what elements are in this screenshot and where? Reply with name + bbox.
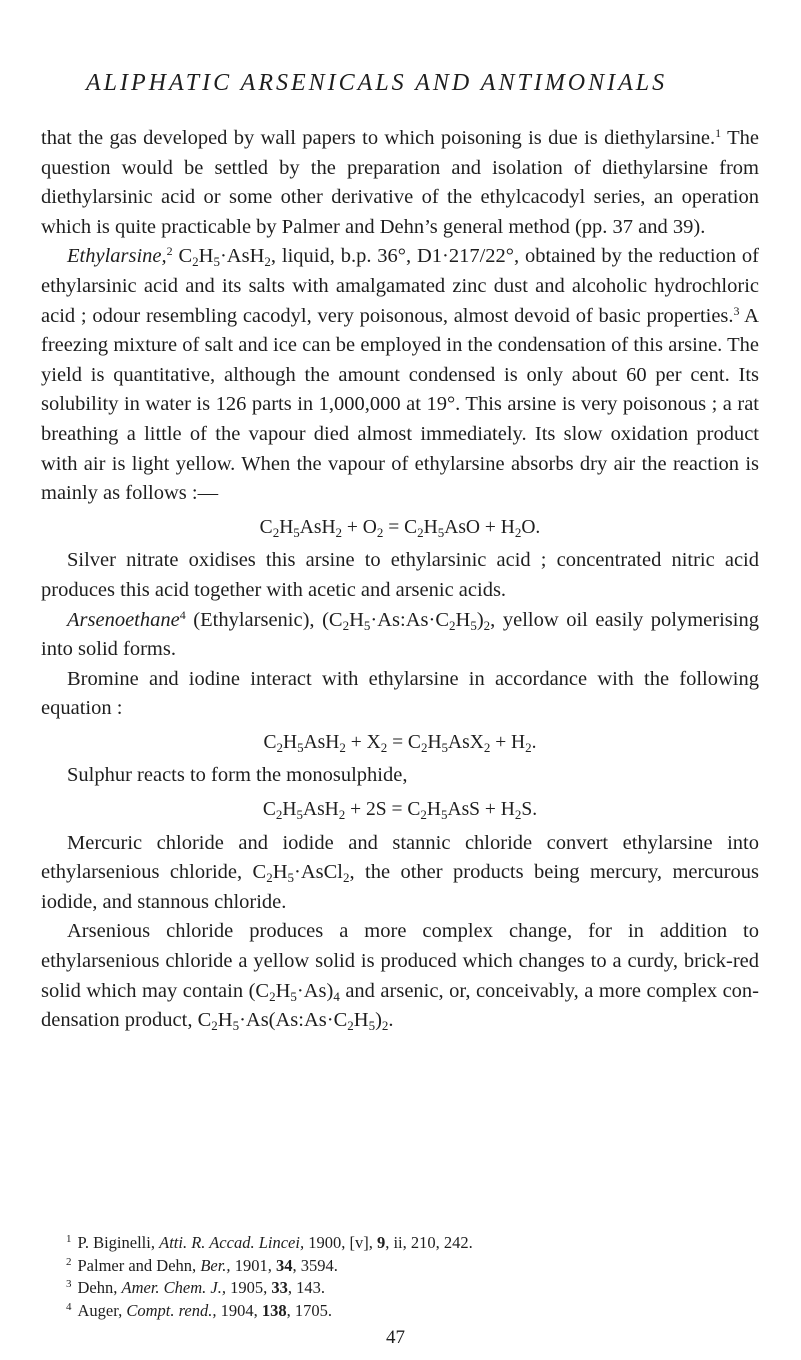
- footnote-author: Auger,: [77, 1300, 127, 1320]
- subscript: 2: [275, 807, 283, 823]
- subscript: 2: [264, 254, 271, 270]
- footnote-volume: 9: [376, 1233, 386, 1252]
- subscript: 2: [449, 617, 456, 633]
- text-run: that the gas developed by wall papers to which poisoning is due is diethylarsine.: [41, 127, 716, 149]
- subscript: 5: [296, 807, 304, 823]
- subscript: 2: [514, 807, 522, 823]
- footnote-number: 2: [66, 1255, 72, 1268]
- eq-part: H: [426, 799, 441, 821]
- paragraph-silver-nitrate: Silver nitrate oxidises this arsine to ethylarsinic acid ; concentrated nitric acid produces this acid together with acetic and arsenic acids.: [41, 549, 759, 601]
- eq-part: C: [259, 516, 273, 538]
- paragraph-sulphur: Sulphur reacts to form the monosulphide,: [67, 764, 408, 787]
- body-text: [41, 124, 759, 1036]
- subscript: 2: [192, 254, 199, 270]
- page-number: 47: [386, 1327, 405, 1348]
- footnote-ref-3: 3: [733, 303, 740, 318]
- text-run: Mercuric chloride and iodide and stannic chloride convert ethylarsine into ethylarsenious chloride, C: [41, 831, 759, 884]
- footnote-pages: , 1705.: [286, 1300, 332, 1320]
- footnote-year: 1905,: [225, 1278, 272, 1297]
- subscript: 2: [211, 1018, 218, 1034]
- eq-part: AsS + H: [447, 799, 515, 821]
- text-run: ·As:As·C: [370, 608, 450, 631]
- eq-part: C: [262, 799, 276, 821]
- footnote-pages: , 143.: [287, 1278, 325, 1297]
- footnote-volume: 33: [271, 1278, 288, 1297]
- subscript: 5: [441, 739, 449, 755]
- subscript: 2: [483, 617, 491, 633]
- footnote-journal: Compt. rend.,: [126, 1300, 217, 1320]
- text-run: A freezing mixture of salt and ice can be employed in the condensation of this arsine. The yield is quantitative, although the amount condensed is only about 60 per cent. Its solubility in water is 126 parts in 1,000,000 at 19°. This arsine is very poisonous ; a rat breathing a little of the vapour died almost immediately. Its slow oxidation product with air is light yellow. When the vapour of ethylarsine absorbs dry air the reaction is mainly as follows :—: [41, 304, 759, 505]
- eq-part: H: [423, 516, 438, 538]
- subscript: 2: [514, 524, 522, 540]
- running-head: ALIPHATIC ARSENICALS AND ANTIMONIALS: [86, 70, 668, 96]
- subscript: 2: [525, 739, 532, 755]
- subscript: 2: [269, 988, 276, 1004]
- subscript: 2: [339, 739, 346, 755]
- text-run: H: [353, 1009, 369, 1032]
- eq-part: O.: [521, 516, 541, 538]
- text-run: ): [476, 608, 484, 631]
- eq-part: C: [263, 731, 277, 753]
- footnote-author: Palmer and Dehn,: [77, 1255, 201, 1275]
- footnote-journal: Amer. Chem. J.,: [121, 1278, 226, 1297]
- paragraph-1: [41, 124, 759, 242]
- term-arsenoethane: Arsenoethane: [67, 608, 180, 631]
- subscript: 2: [417, 524, 424, 540]
- text-run: H: [272, 861, 288, 884]
- footnote-1: [66, 1232, 756, 1255]
- equation-sulphur: [41, 795, 759, 825]
- footnote-ref-1: 1: [715, 126, 722, 140]
- subscript: 5: [363, 617, 371, 633]
- subscript: 5: [287, 870, 295, 886]
- text-run: (Ethylarsenic), (C: [185, 608, 343, 631]
- footnote-author: Dehn,: [77, 1278, 122, 1297]
- footnote-ref-4: 4: [179, 607, 186, 622]
- text-run: ·As(As:As·C: [239, 1009, 348, 1032]
- paragraph-arsenious: [41, 917, 759, 1035]
- subscript: 5: [293, 524, 300, 540]
- subscript: 5: [213, 254, 220, 270]
- subscript: 4: [333, 988, 340, 1004]
- footnote-journal: Atti. R. Accad. Lincei,: [159, 1233, 305, 1252]
- subscript: 2: [272, 524, 280, 540]
- subscript: 2: [381, 1018, 389, 1034]
- eq-part: = C: [387, 731, 421, 753]
- eq-part: AsH: [299, 516, 336, 538]
- footnote-year: 1904,: [216, 1300, 262, 1320]
- eq-part: H: [279, 516, 294, 538]
- subscript: 2: [342, 617, 350, 633]
- eq-part: H: [282, 731, 298, 753]
- subscript: 5: [290, 988, 297, 1004]
- footnote-volume: 138: [261, 1300, 287, 1320]
- paragraph-arsenoethane: [41, 606, 759, 665]
- footnote-3: [66, 1277, 756, 1300]
- eq-part: H: [282, 799, 297, 821]
- subscript: 5: [470, 617, 477, 633]
- subscript: 2: [380, 739, 388, 755]
- eq-part: AsO + H: [444, 516, 515, 538]
- text-run: H: [455, 608, 471, 631]
- text-run: H: [198, 245, 214, 268]
- text-run: The question would be settled by the preparation and isolation of diethylarsine from diethylarsinic acid or some other derivative of the ethylcacodyl series, an operation which is quite practicable by Palmer and Dehn’s general method (pp. 37 and 39).: [41, 127, 759, 238]
- eq-part: AsH: [303, 799, 339, 821]
- term-ethylarsine: Ethylarsine,: [67, 245, 167, 268]
- subscript: 2: [376, 524, 384, 540]
- eq-part: + 2S = C: [345, 799, 421, 821]
- footnote-pages: , 3594.: [292, 1255, 338, 1275]
- footnote-journal: Ber.,: [200, 1255, 231, 1275]
- subscript: 2: [335, 524, 343, 540]
- footnote-pages: , ii, 210, 242.: [385, 1233, 473, 1252]
- text-run: H: [217, 1009, 233, 1032]
- text-run: ): [375, 1009, 382, 1032]
- subscript: 5: [232, 1018, 240, 1034]
- footnote-4: [66, 1300, 756, 1323]
- subscript: 2: [420, 807, 427, 823]
- subscript: 2: [266, 870, 273, 886]
- footnote-year: 1900, [v],: [304, 1233, 377, 1252]
- paragraph-ethylarsine: [41, 242, 759, 508]
- subscript: 2: [420, 739, 428, 755]
- text-run: ·AsH: [219, 245, 265, 268]
- subscript: 5: [437, 524, 445, 540]
- text-run: , liquid, b.p. 36°, D1·217/22°, obtained by the reduction of ethylarsinic acid and its salts with amalgamated zinc dust and alcoholic hydrochloric acid ; odour resembling cacodyl, very poisonous, almost devoid of basic properties.: [41, 245, 759, 327]
- subscript: 5: [440, 807, 448, 823]
- text-run: and arsenic, or, conceivably, a more complex condensation product, C: [41, 979, 759, 1032]
- subscript: 2: [483, 739, 491, 755]
- eq-part: AsH: [303, 731, 340, 753]
- footnote-number: 3: [66, 1278, 72, 1290]
- text-run: .: [388, 1009, 394, 1032]
- eq-part: = C: [383, 516, 418, 538]
- eq-part: + H: [490, 731, 526, 753]
- paragraph-bromine: Bromine and iodine interact with ethylarsine in accordance with the following equation :: [41, 667, 759, 720]
- eq-part: .: [531, 731, 537, 753]
- text-run: ·AsCl: [294, 861, 343, 884]
- equation-halogen: [41, 728, 759, 758]
- subscript: 5: [297, 739, 304, 755]
- footnote-ref-2: 2: [166, 244, 173, 259]
- subscript: 2: [276, 739, 283, 755]
- subscript: 2: [343, 870, 350, 886]
- footnote-number: 4: [66, 1300, 72, 1313]
- footnote-year: 1901,: [230, 1255, 276, 1275]
- text-run: , yellow oil easily polymerising into solid forms.: [41, 608, 759, 661]
- text-run: C: [172, 245, 193, 268]
- equation-oxidation: [41, 513, 759, 543]
- text-run: H: [275, 979, 291, 1002]
- text-run: ·As): [296, 979, 334, 1002]
- subscript: 5: [368, 1018, 376, 1034]
- subscript: 2: [347, 1018, 354, 1034]
- eq-part: AsX: [448, 731, 484, 753]
- footnote-2: [66, 1255, 756, 1278]
- text-run: H: [349, 608, 364, 631]
- footnotes: [66, 1232, 756, 1322]
- paragraph-mercuric: [41, 829, 759, 918]
- footnote-number: 1: [66, 1233, 72, 1245]
- footnote-volume: 34: [275, 1255, 293, 1275]
- text-run: , the other products being mercury, mercurous iodide, and stannous chloride.: [41, 861, 759, 913]
- eq-part: S.: [521, 799, 538, 821]
- subscript: 2: [338, 807, 346, 823]
- footnote-author: P. Biginelli,: [77, 1233, 160, 1252]
- text-run: Arsenious chloride produces a more complex change, for in addition to ethylarsenious chloride a yellow solid is produced which changes to a curdy, brick-red solid which may contain (C: [41, 920, 759, 1002]
- eq-part: H: [427, 731, 442, 753]
- eq-part: + O: [342, 516, 377, 538]
- eq-part: + X: [345, 731, 381, 753]
